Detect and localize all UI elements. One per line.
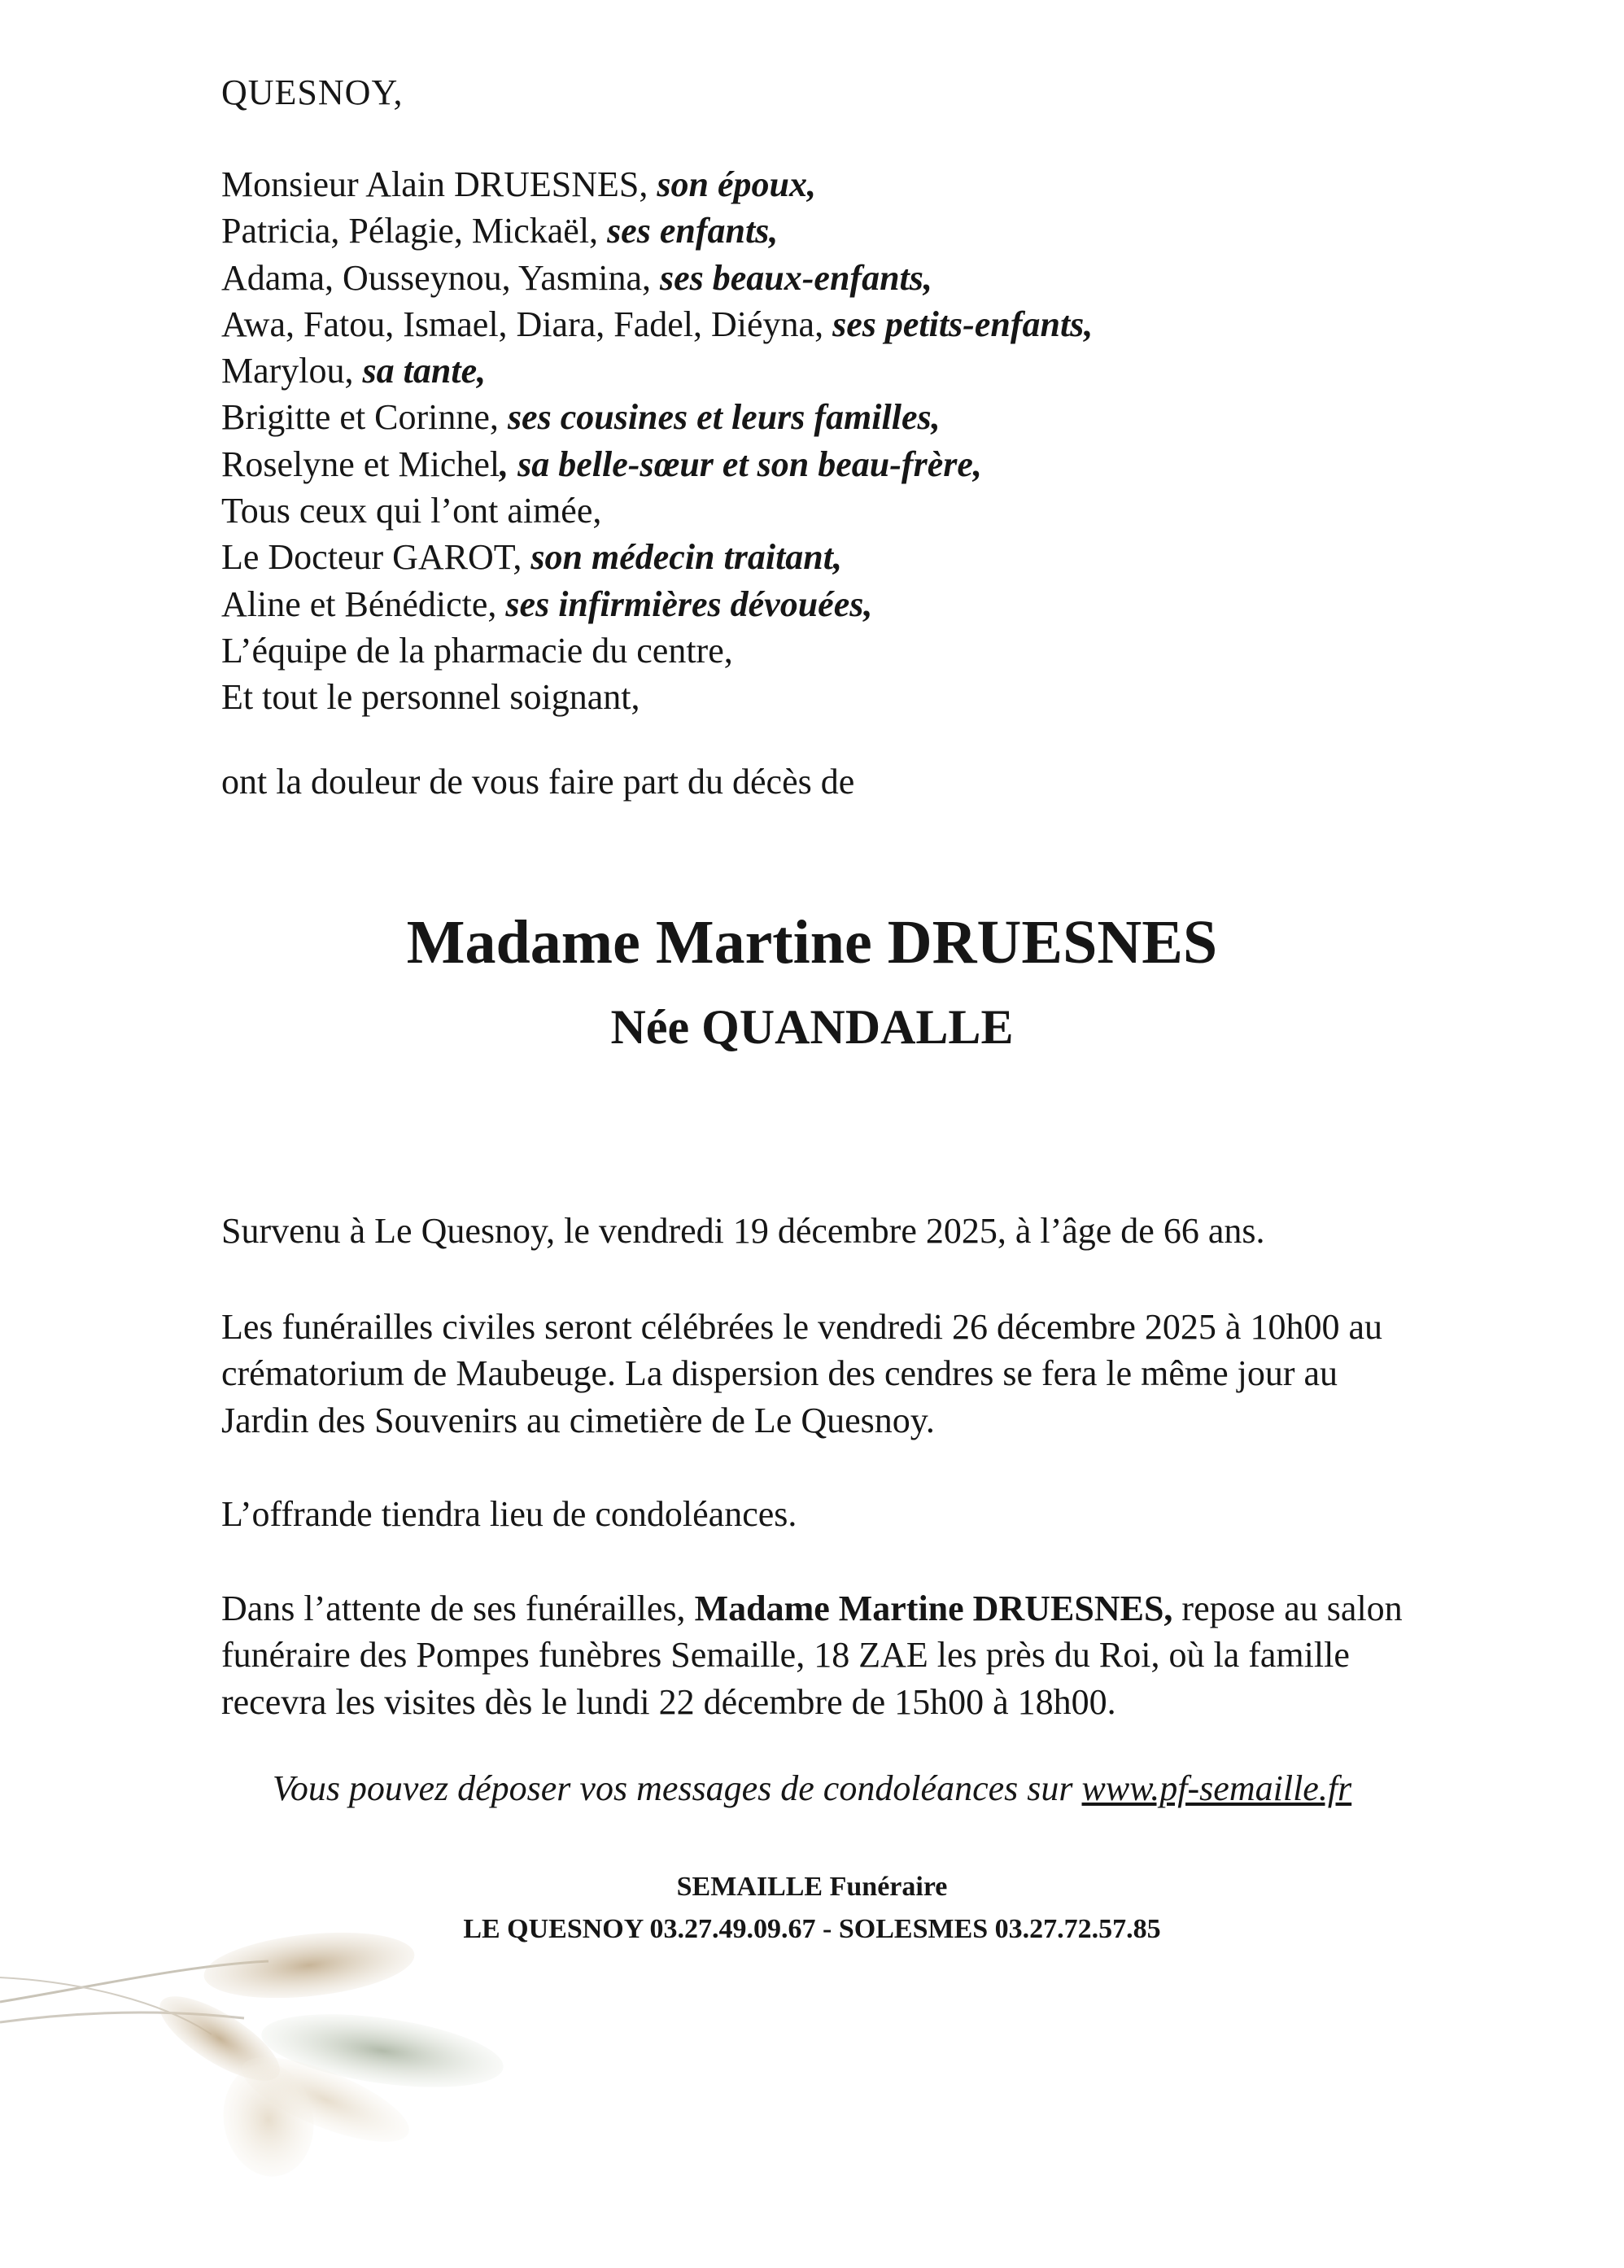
family-list [221,161,1093,721]
maiden-name: Née QUANDALLE [610,1000,1014,1054]
funeral-line: Jardin des Souvenirs au cimetière de Le Quesnoy. [221,1400,935,1440]
funeral-line: Les funérailles civiles seront célébrées le vendredi 26 décembre 2025 à 10h00 au [221,1307,1382,1347]
family-relation: ses infirmières dévouées, [505,583,873,624]
family-line [221,674,1093,720]
family-line [221,347,1093,394]
offering-text: L’offrande tiendra lieu de condoléances. [221,1494,797,1534]
visitation-text: Dans l’attente de ses funérailles, [221,1588,695,1628]
family-line [221,534,1093,580]
family-relation: , sa belle-sœur et son beau-frère, [500,444,982,484]
visitation-details [221,1585,1458,1725]
condolences-link[interactable]: www.pf-semaille.fr [1081,1768,1352,1808]
location-heading: QUESNOY, [221,72,404,112]
family-line [221,301,1093,347]
family-relation: sa tante, [362,351,487,391]
condolences-text: Vous pouvez déposer vos messages de condoléances sur [272,1768,1082,1808]
funeral-details [221,1304,1458,1444]
family-names: Tous ceux qui l’ont aimée, [221,491,602,531]
family-names: Roselyne et Michel [221,444,500,484]
family-names: Adama, Ousseynou, Yasmina, [221,257,660,298]
family-names: L’équipe de la pharmacie du centre, [221,630,733,671]
family-line [221,394,1093,440]
family-names: Marylou, [221,351,363,391]
family-names: Le Docteur GAROT, [221,537,531,578]
family-names: Aline et Bénédicte, [221,583,506,624]
visitation-line: recevra les visites dès le lundi 22 décembre de 15h00 à 18h00. [221,1681,1116,1722]
family-line [221,627,1093,674]
family-names: Brigitte et Corinne, [221,397,508,438]
company-phones: LE QUESNOY 03.27.49.09.67 - SOLESMES 03.27.72.57.85 [463,1914,1161,1944]
visitation-line: funéraire des Pompes funèbres Semaille, 18 ZAE les près du Roi, où la famille [221,1635,1350,1676]
family-line [221,441,1093,487]
death-text: Survenu à Le Quesnoy, le vendredi 19 décembre 2025, à l’âge de 66 ans. [221,1211,1265,1251]
family-names: Patricia, Pélagie, Mickaël, [221,211,608,251]
family-names: Awa, Fatou, Ismael, Diara, Fadel, Diéyna, [221,304,833,344]
family-names: Monsieur Alain DRUESNES, [221,164,657,204]
deceased-name: Madame Martine DRUESNES [406,908,1218,977]
company-name: SEMAILLE Funéraire [676,1872,948,1902]
family-line [221,581,1093,627]
funeral-line: crématorium de Maubeuge. La dispersion des cendres se fera le même jour au [221,1353,1338,1394]
family-relation: ses petits-enfants, [832,304,1094,344]
family-names: Et tout le personnel soignant, [221,677,640,718]
announcement-intro: ont la douleur de vous faire part du décès de [221,762,855,802]
family-relation: son époux, [657,164,816,204]
family-line [221,487,1093,534]
condolences-line [0,1768,1624,1809]
family-relation: ses enfants, [607,211,779,251]
family-relation: ses cousines et leurs familles, [507,397,941,438]
family-line [221,161,1093,208]
family-relation: son médecin traitant, [530,537,842,578]
death-notice [221,1208,1458,1254]
family-line [221,208,1093,254]
visitation-text: repose au salon [1172,1588,1403,1628]
visitation-line [221,1585,1458,1632]
offering-note [221,1491,1458,1537]
visitation-deceased-name: Madame Martine DRUESNES, [694,1588,1173,1628]
family-relation: ses beaux-enfants, [659,257,932,298]
grass-plume [201,1929,418,2007]
decorative-grass-illustration [0,1929,586,2189]
family-line [221,255,1093,301]
